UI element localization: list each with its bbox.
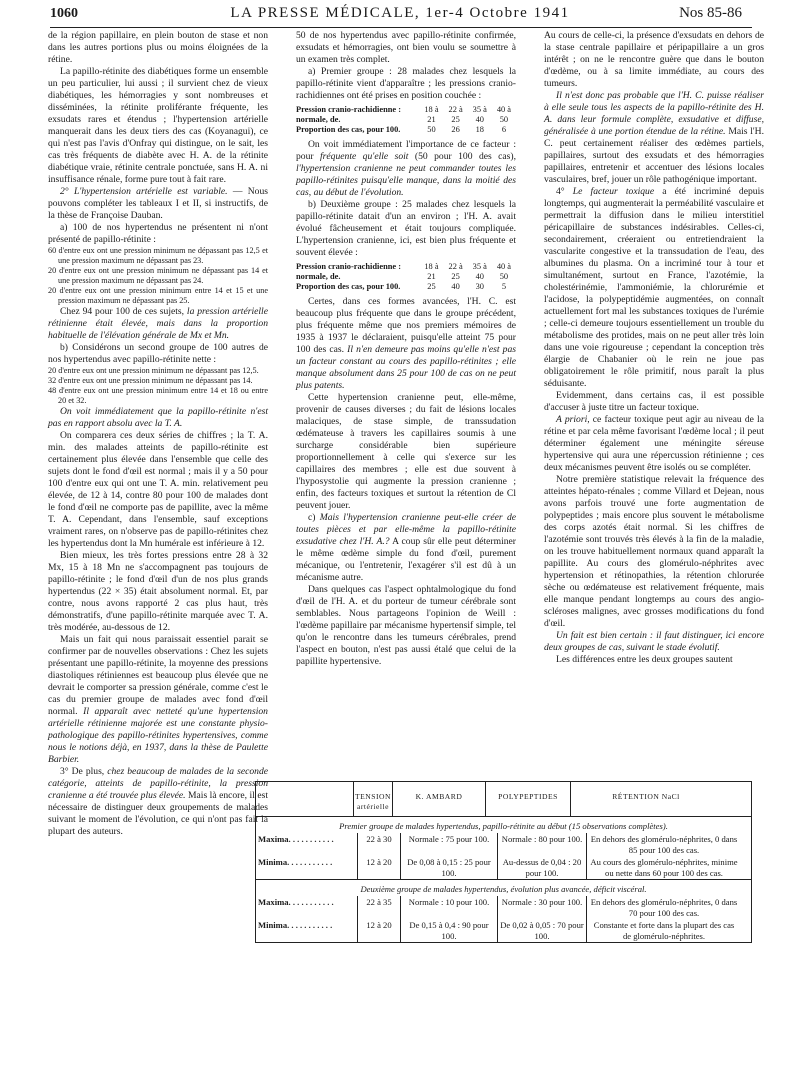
cell: Maxima. . . . . . . . . . . <box>258 897 334 908</box>
cell: 12 à 20 <box>357 856 400 879</box>
pressure-table-1 <box>296 105 516 135</box>
cell: 22 à 25 <box>448 262 463 281</box>
cell: 40 à 50 <box>496 262 511 281</box>
table-row <box>256 833 751 856</box>
cell: 22 à 35 <box>357 896 400 919</box>
cell: Minima. . . . . . . . . . . <box>258 857 333 868</box>
group-1-caption: Premier groupe de malades hypertendus, papillo-rétinite au début (15 observations complètes). <box>339 821 668 831</box>
table-row <box>256 856 751 879</box>
paragraph: c) Mais l'hypertension cranienne peut-elle créer de toutes pièces et par elle-même la papillo-rétinite exsudative chez l'H. A.? A coup sûr elle peut déterminer le même œdème simple du fond d'œil, purement mécanique, ou l'entretenir, l'exagérer s'il est dû à un mécanisme autre. <box>296 512 516 583</box>
paragraph: Les différences entre les deux groupes sautent <box>556 654 733 665</box>
cell: De 0,15 à 0,4 : 90 pour 100. <box>400 919 497 942</box>
row-label: Pression cranio-rachidienne : normale, de. <box>296 105 401 124</box>
paragraph: 4° Le facteur toxique a été incriminé depuis longtemps, qui augmenterait la perméabilité vasculaire et permettrait la diffusion dans le milieu interstitiel péricapillaire de substances indésirables. Celles-ci, secondairement, créeraient ou entretiendraient la vascularite congestive et la transsudation de l'eau, des albumines du plasma. On a incriminé tour à tour et simultanément, surtout en France, l'azotémie, la cholestérinémie, l'ammoniémie, la chlorurémie et l'acidose, la polypeptidémie augmentées, on connaît actuellement fort mal les substances toxiques de l'urémie ; celle-ci demeure toujours essentiellement un trouble du métabolisme des protides, mais on ne peut aller très loin dans une voie rigoureuse ; cependant la conception très élargie de Chabanier où le rein ne joue pas obligatoirement le rôle primitif, nous paraît la plus séduisante. <box>544 186 764 389</box>
cell: 6 <box>501 125 506 134</box>
paragraph: A priori, ce facteur toxique peut agir au niveau de la rétine et par cela même favorisant l'œdème local ; il peut déterminer également une méningite séreuse hypertensive qui aura une répercussion rétinienne ; ces deux mécanismes peuvent être isolés ou se compléter. <box>544 414 764 473</box>
cell: Constante et forte dans la plupart des cas de glomérulo-néphrites. <box>586 919 741 942</box>
cell: De 0,02 à 0,05 : 70 pour 100. <box>497 919 586 942</box>
paragraph: On voit immédiatement l'importance de ce facteur : pour fréquente qu'elle soit (50 pour 100 des cas), l'hypertension cranienne ne peut commander toutes les papillo-rétinites puisqu'elle manque, dans la moitié des cas, au début de l'évolution. <box>296 139 517 198</box>
cell: 18 à 21 <box>424 105 439 124</box>
page-number: 1060 <box>50 6 78 21</box>
cell: Normale : 30 pour 100. <box>497 896 586 919</box>
issue-number: Nos 85-86 <box>679 5 742 21</box>
cell: Minima. . . . . . . . . . . <box>258 920 333 931</box>
paragraph: b) Deuxième groupe : 25 malades chez lesquels la papillo-rétinite datait d'un an environ ; l'H. A. avait évolué fâcheusement et était toujours compliquée. L'hypertension cranienne, ici, est bien plus fréquente et souvent élevée : <box>296 199 516 258</box>
header-cell: POLYPEPTIDES <box>485 782 570 816</box>
paragraph: Bien mieux, les très fortes pressions entre 28 à 32 Mx, 15 à 18 Mn ne s'accompagnent pas toujours de papillo-rétinite ; le fond d'œil d'un de nos plus grands hypertendus (22 × 35) était absolument normal. Et, par contre, nous avons rapporté 2 cas plus haut, très démonstratifs, d'une papillo-rétinite marquée avec T. A. très modérée, au-dessous de 12. <box>48 550 268 633</box>
cell: 40 <box>451 282 460 291</box>
cell: 18 <box>475 125 484 134</box>
cell: Normale : 75 pour 100. <box>400 833 497 856</box>
paragraph: Au cours de celle-ci, la présence d'exsudats en dehors de la stase centrale papillaire et péripapillaire a un gros intérêt ; on ne le rencontre guère que dans le bouton d'œdème, ou à sa limite immédiate, au cours des tumeurs. <box>544 30 764 89</box>
journal-title: LA PRESSE MÉDICALE, 1er-4 Octobre 1941 <box>230 5 570 21</box>
stat-line: 32 d'entre eux ont une pression minimum ne dépassant pas 14. <box>48 376 253 385</box>
paragraph: Chez 94 pour 100 de ces sujets, la pression artérielle rétinienne était élevée, mais dans la proportion habituelle de l'élévation générale de Mx et Mn. <box>48 306 268 341</box>
paragraph: On comparera ces deux séries de chiffres ; la T. A. min. des malades atteints de papillo-rétinite est certainement plus élevée dans l'ensemble que celle des sujets dont le fond d'œil est normal ; mais il y a 50 pour 100 d'entre eux qui ont une T. A. min. relativement peu élevée, de 12 à 14, contre 80 pour 100 de malades dont le fond d'œil ne comporte pas de papillite, avec la même T. A. Cependant, dans l'ensemble, sauf exceptions vraiment rares, on n'observe pas de papillo-rétinites chez les hypertendus dont la Mn humérale est inférieure à 12. <box>48 430 268 549</box>
paragraph: Un fait est bien certain : il faut distinguer, ici encore deux groupes de cas, suivant le stade évolutif. <box>544 630 764 653</box>
row-label: Pression cranio-rachidienne : normale, de. <box>296 262 401 281</box>
paragraph: Certes, dans ces formes avancées, l'H. C. est beaucoup plus fréquente que dans le groupe précédent, plus fréquente même que nos premiers mémoires de 1935 à 1937 le déclaraient, puisqu'elle atteint 75 pour 100 des cas. Il n'en demeure pas moins qu'elle n'est pas un facteur constant au cours des papillo-rétinites ; elle manque absolument dans 25 pour 100 de cas on ne peut plus patents. <box>296 296 516 391</box>
paragraph: b) Considérons un second groupe de 100 autres de nos hypertendus avec papillo-rétinite nette : <box>48 342 268 365</box>
paragraph: 3° De plus, chez beaucoup de malades de la seconde catégorie, atteints de papillo-rétinite, la pression cranienne a été trouvée plus élevée. Mais là encore, il est nécessaire de distinguer deux groupements de malades suivant le moment de l'évolution, ce qui n'ont pas fait la plupart des auteurs. <box>48 766 268 837</box>
cell: 35 à 40 <box>472 105 487 124</box>
table-row <box>256 896 751 919</box>
paragraph: On voit immédiatement que la papillo-rétinite n'est pas en rapport absolu avec la T. A. <box>48 406 268 429</box>
cell: 5 <box>501 282 506 291</box>
cell: 30 <box>475 282 484 291</box>
paragraph: Mais un fait qui nous paraissait essentiel parait se confirmer par de nouvelles observations : Chez les sujets présentant une papillo-rétinite, la moyenne des pressions diastoliques rétiniennes est beaucoup plus élevée que ne devrait le comporter sa pression générale, comme c'est le cas du premier groupe de malades avec fond d'œil normal. Il apparaît avec netteté qu'une hypertension artérielle rétinienne majorée est une constante physio-pathologique des papillo-rétinites hypertensives, comme nous le notions déjà, en 1937, dans la thèse de Paulette Barbier. <box>48 634 268 765</box>
cell: Normale : 10 pour 100. <box>400 896 497 919</box>
cell: 25 <box>427 282 436 291</box>
cell: En dehors des glomérulo-néphrites, 0 dans 70 pour 100 des cas. <box>586 896 741 919</box>
stat-line: 20 d'entre eux ont une pression minimum ne dépassant pas 14 et une pression maximum ne dépassant pas 24. <box>48 266 268 285</box>
header-cell: TENSION artérielle <box>353 782 392 816</box>
pressure-table-2 <box>296 262 516 292</box>
header-rule <box>50 27 752 28</box>
paragraph: Dans quelques cas l'aspect ophtalmologique du fond d'œil de l'H. A. et du porteur de tumeur cérébrale sont semblables. Nous partageons l'opinion de Weill : l'œdème papillaire par mécanisme hypertensif simple, tel qu'on le rencontre dans les tumeurs cérébrales, prend l'aspect en bouton, n'est pas aussi étalé que celui de la papillite hypertensive. <box>296 584 516 667</box>
cell: En dehors des glomérulo-néphrites, 0 dans 85 pour 100 des cas. <box>586 833 741 856</box>
cell: 50 <box>427 125 436 134</box>
page-header <box>0 0 800 28</box>
paragraph: Evidemment, dans certains cas, il est possible d'accuser à juste titre un facteur toxique. <box>544 390 764 413</box>
header-cell: RÉTENTION NaCl <box>570 782 721 816</box>
column-2 <box>296 30 516 668</box>
header-cell: K. AMBARD <box>392 782 485 816</box>
row-label: Proportion des cas, pour 100. <box>296 282 401 291</box>
header-cell <box>256 782 353 816</box>
stat-line: 20 d'entre eux ont une pression minimum ne dépassant pas 12,5. <box>48 366 259 375</box>
column-3 <box>544 30 764 666</box>
paragraph: 2° L'hypertension artérielle est variable. — Nous pouvons compléter les tableaux I et II, si instructifs, de la thèse de Françoise Dauban. <box>48 186 268 221</box>
column-1 <box>48 30 268 838</box>
cell: 40 à 50 <box>496 105 511 124</box>
paragraph: Notre première statistique relevait la fréquence des atteintes hépato-rénales ; comme Villard et Dejean, nous avons parfois trouvé une forte augmentation de polypeptides ; mais encore plus souvent le métabolisme des corps azotés était normal. Si les chiffres de l'azotémie sont trouvés très élevés à la fin de la maladie, on les trouve habituellement normaux quand apparaît la papillite. Au cours des glomérulo-néphrites avec hypertension et rétinopathies, la rétention chlorurée sèche ou œdémateuse est relativement fréquente, mais elle manque pendant longtemps au cours des angio-scléroses malignes, avec grosses modifications du fond d'œil. <box>544 474 764 629</box>
paragraph: Il n'est donc pas probable que l'H. C. puisse réaliser à elle seule tous les aspects de la papillo-rétinite des H. A. dans leur formule complète, exsudative et diffuse, généralisée à une portion étendue de la rétine. Mais l'H. C. peut certainement réaliser des œdèmes partiels, papillaires, surtout des exsudats et des hémorragies papillaires, entretenir et accentuer des lésions locales vasculaires, bref, jouer un rôle pathogénique important. <box>544 90 764 185</box>
cell: 12 à 20 <box>357 919 400 942</box>
paragraph: de la région papillaire, en plein bouton de stase et non dans les autres portions plus ou moins éloignées de la rétine. <box>48 30 268 65</box>
comparison-table <box>255 781 752 943</box>
cell: 22 à 25 <box>448 105 463 124</box>
table-row <box>256 919 751 942</box>
stat-line: 20 d'entre eux ont une pression minimum entre 14 et 15 et une pression maximum ne dépassant pas 25. <box>48 286 268 305</box>
cell: Maxima. . . . . . . . . . . <box>258 834 334 845</box>
cell: 22 à 30 <box>357 833 400 856</box>
cell: Au-dessus de 0,04 : 20 pour 100. <box>497 856 586 879</box>
paragraph: La papillo-rétinite des diabétiques forme un ensemble un peu particulier, lui aussi ; il survient chez de vieux diabétiques, les hémorragies y sont nombreuses et disséminées, la rétinite proliférante fréquente, les exsudats rares et étendus ; l'hypertension artérielle manquerait dans les deux tiers des cas (Koyanagui), ce qui n'est pas l'avis d'Onfray qui distingue, on le sait, les cas très fréquents de diabète avec H. A. de la rétinite diabétique vraie, rétinite centrale ponctuée, sans H. A. ni insuffisance rénale, forme pure tout à fait rare. <box>48 66 268 185</box>
paragraph: a) 100 de nos hypertendus ne présentent ni n'ont présenté de papillo-rétinite : <box>48 222 268 245</box>
stat-line: 48 d'entre eux ont une pression minimum entre 14 et 18 ou entre 20 et 32. <box>48 386 268 405</box>
cell: 18 à 21 <box>424 262 439 281</box>
paragraph: 50 de nos hypertendus avec papillo-rétinite confirmée, exsudats et hémorragies, ont bien voulu se soumettre à un examen très complet. <box>296 30 516 65</box>
cell: Au cours des glomérulo-néphrites, minime ou nette dans 60 pour 100 des cas. <box>586 856 741 879</box>
cell: 35 à 40 <box>472 262 487 281</box>
table-header <box>256 782 751 817</box>
cell: De 0,08 à 0,15 : 25 pour 100. <box>400 856 497 879</box>
cell: 26 <box>451 125 460 134</box>
stat-line: 60 d'entre eux ont une pression minimum ne dépassant pas 12,5 et une pression maximum ne dépassant pas 23. <box>48 246 268 265</box>
row-label: Proportion des cas, pour 100. <box>296 125 401 134</box>
paragraph: Cette hypertension cranienne peut, elle-même, provenir de causes diverses ; du fait de lésions locales malaciques, de stase simple, de transsudation œdémateuse à travers les capillaires soumis à une surcharge considérable bien supérieure proportionnellement à celle qui s'exerce sur les capillaires des membres ; elle est due souvent à l'hyposystolie qui augmente la pression cranienne ; enfin, des facteurs toxiques et surtout la rétention de Cl peuvent jouer. <box>296 392 516 511</box>
group-2-caption: Deuxième groupe de malades hypertendus, évolution plus avancée, déficit viscéral. <box>256 879 751 896</box>
paragraph: a) Premier groupe : 28 malades chez lesquels la papillo-rétinite vient d'apparaître ; les pressions cranio-rachidiennes ont été prises en position couchée : <box>296 66 516 101</box>
cell: Normale : 80 pour 100. <box>497 833 586 856</box>
